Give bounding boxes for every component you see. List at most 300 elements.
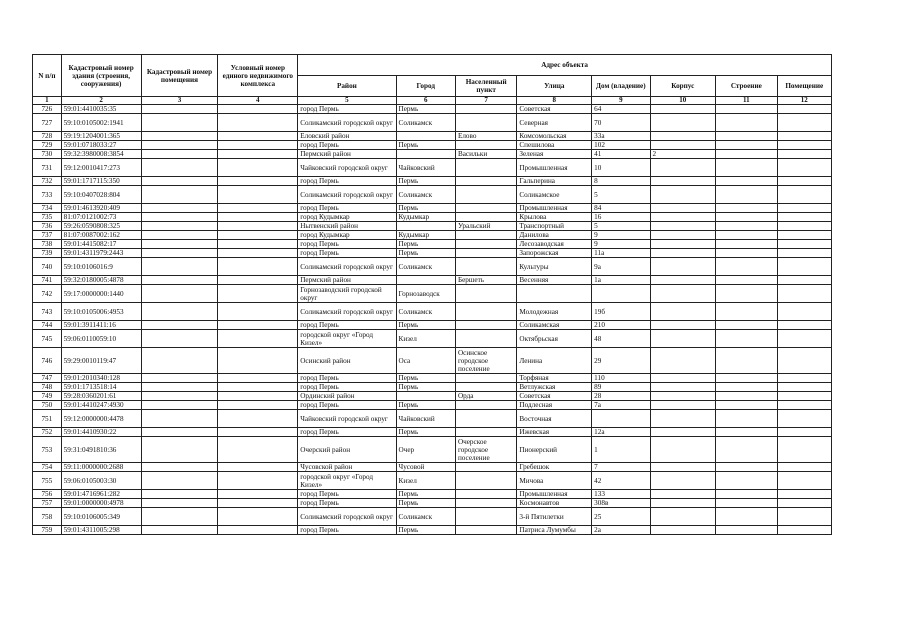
column-number: 3 (141, 97, 218, 105)
cell-city: Пермь (396, 141, 455, 150)
cell-premise-number (141, 141, 218, 150)
cell-city: Оса (396, 348, 455, 374)
cell-cadastral-number: 59:06:0105003:30 (61, 472, 141, 490)
cell-korpus (650, 383, 716, 392)
cell-building (716, 472, 777, 490)
cell-row-number: 756 (33, 490, 62, 499)
cell-settlement (455, 410, 516, 428)
cell-korpus (650, 303, 716, 321)
cell-room (777, 526, 831, 535)
cell-cadastral-number: 59:01:4311979:2443 (61, 249, 141, 258)
cell-premise-number (141, 177, 218, 186)
cell-settlement (455, 490, 516, 499)
cell-city: Кизел (396, 472, 455, 490)
cell-cadastral-number: 59:31:0491810:36 (61, 437, 141, 463)
cell-city: Пермь (396, 204, 455, 213)
cell-korpus (650, 374, 716, 383)
cell-unique-number (218, 526, 298, 535)
cell-room (777, 490, 831, 499)
cell-building (716, 240, 777, 249)
cell-settlement (455, 159, 516, 177)
table-row (33, 249, 832, 258)
table-row (33, 303, 832, 321)
header-street: Улица (517, 76, 592, 97)
cell-street: Северная (517, 114, 592, 132)
cell-row-number: 745 (33, 330, 62, 348)
cell-premise-number (141, 463, 218, 472)
cell-korpus (650, 213, 716, 222)
cell-row-number: 755 (33, 472, 62, 490)
table-row (33, 330, 832, 348)
cell-district: Осинский район (298, 348, 396, 374)
column-number: 2 (61, 97, 141, 105)
cell-building (716, 186, 777, 204)
cell-korpus: 2 (650, 150, 716, 159)
cell-house: 5 (592, 186, 650, 204)
table-row (33, 204, 832, 213)
cell-korpus (650, 472, 716, 490)
header-unique-complex: Условный номер единого недвижимого комплекса (218, 55, 298, 97)
cell-street: Советская (517, 392, 592, 401)
cell-building (716, 258, 777, 276)
cell-city: Пермь (396, 383, 455, 392)
cell-street: Космонавтов (517, 499, 592, 508)
cell-premise-number (141, 499, 218, 508)
cell-unique-number (218, 392, 298, 401)
cell-settlement (455, 428, 516, 437)
cell-room (777, 222, 831, 231)
cell-district: город Пермь (298, 249, 396, 258)
cell-house: 2а (592, 526, 650, 535)
cell-unique-number (218, 177, 298, 186)
column-number: 12 (777, 97, 831, 105)
cell-house: 28 (592, 392, 650, 401)
cell-district: город Пермь (298, 141, 396, 150)
cell-settlement (455, 472, 516, 490)
cell-korpus (650, 437, 716, 463)
cell-street: Промышленная (517, 204, 592, 213)
cell-premise-number (141, 392, 218, 401)
cell-settlement (455, 374, 516, 383)
cell-house: 12а (592, 428, 650, 437)
table-row (33, 392, 832, 401)
cell-settlement (455, 105, 516, 114)
cell-street: Зеленая (517, 150, 592, 159)
cell-house: 9а (592, 258, 650, 276)
cell-korpus (650, 410, 716, 428)
cell-district: Соликамский городской округ (298, 186, 396, 204)
cell-house: 102 (592, 141, 650, 150)
cell-district: Чайковский городской округ (298, 159, 396, 177)
cell-unique-number (218, 105, 298, 114)
cell-premise-number (141, 437, 218, 463)
cell-premise-number (141, 508, 218, 526)
cell-district: Соликамский городской округ (298, 508, 396, 526)
cell-korpus (650, 222, 716, 231)
cell-city (396, 276, 455, 285)
cell-premise-number (141, 276, 218, 285)
cell-city (396, 222, 455, 231)
column-number-row (33, 97, 832, 105)
cell-house: 133 (592, 490, 650, 499)
cell-house: 1а (592, 276, 650, 285)
cell-room (777, 437, 831, 463)
cell-settlement (455, 240, 516, 249)
column-number: 8 (517, 97, 592, 105)
cell-street: Спешилова (517, 141, 592, 150)
table-row (33, 437, 832, 463)
cell-korpus (650, 105, 716, 114)
cell-building (716, 437, 777, 463)
cell-korpus (650, 508, 716, 526)
cell-korpus (650, 186, 716, 204)
cell-street: Мичова (517, 472, 592, 490)
cell-city (396, 392, 455, 401)
column-number: 5 (298, 97, 396, 105)
cell-settlement: Уральский (455, 222, 516, 231)
cell-row-number: 746 (33, 348, 62, 374)
cell-korpus (650, 204, 716, 213)
table-row (33, 490, 832, 499)
cell-building (716, 159, 777, 177)
cell-premise-number (141, 285, 218, 303)
cell-row-number: 751 (33, 410, 62, 428)
cell-unique-number (218, 231, 298, 240)
cell-cadastral-number: 59:01:2010340:128 (61, 374, 141, 383)
cell-district: городской округ «Город Кизел» (298, 330, 396, 348)
cell-building (716, 231, 777, 240)
cell-room (777, 410, 831, 428)
cell-row-number: 741 (33, 276, 62, 285)
cell-district: город Пермь (298, 177, 396, 186)
cell-city: Очер (396, 437, 455, 463)
cell-city: Пермь (396, 105, 455, 114)
table-row (33, 258, 832, 276)
cell-building (716, 141, 777, 150)
cell-building (716, 150, 777, 159)
cell-city: Соликамск (396, 114, 455, 132)
cell-cadastral-number: 59:32:3980008:3854 (61, 150, 141, 159)
cell-row-number: 742 (33, 285, 62, 303)
cell-district: Соликамский городской округ (298, 303, 396, 321)
cell-house: 16 (592, 213, 650, 222)
table-row (33, 374, 832, 383)
cell-room (777, 249, 831, 258)
cell-premise-number (141, 150, 218, 159)
cell-house: 64 (592, 105, 650, 114)
cell-row-number: 739 (33, 249, 62, 258)
cell-unique-number (218, 132, 298, 141)
header-district: Район (298, 76, 396, 97)
cell-cadastral-number: 59:10:0105006:4953 (61, 303, 141, 321)
cell-house: 41 (592, 150, 650, 159)
cell-house: 33а (592, 132, 650, 141)
cell-building (716, 132, 777, 141)
cell-cadastral-number: 59:32:0180005:4878 (61, 276, 141, 285)
cell-city (396, 150, 455, 159)
cell-house: 1 (592, 437, 650, 463)
cell-premise-number (141, 472, 218, 490)
cell-street: Ленина (517, 348, 592, 374)
cell-premise-number (141, 383, 218, 392)
cell-unique-number (218, 204, 298, 213)
cell-room (777, 276, 831, 285)
cell-house: 29 (592, 348, 650, 374)
cell-district: город Кудымкар (298, 231, 396, 240)
cell-district: Соликамский городской округ (298, 114, 396, 132)
cell-room (777, 258, 831, 276)
cell-building (716, 105, 777, 114)
cell-settlement (455, 285, 516, 303)
table-row (33, 526, 832, 535)
cell-row-number: 754 (33, 463, 62, 472)
cell-cadastral-number: 59:01:3911411:16 (61, 321, 141, 330)
cell-premise-number (141, 303, 218, 321)
cell-cadastral-number: 59:01:4410247:4930 (61, 401, 141, 410)
column-number: 11 (716, 97, 777, 105)
cell-house (592, 410, 650, 428)
cell-street: Лесозаводская (517, 240, 592, 249)
cell-cadastral-number: 59:06:0110059:10 (61, 330, 141, 348)
cell-cadastral-number: 59:01:4613920:409 (61, 204, 141, 213)
cell-korpus (650, 258, 716, 276)
cell-unique-number (218, 321, 298, 330)
cell-city: Соликамск (396, 186, 455, 204)
table-row (33, 231, 832, 240)
cell-premise-number (141, 490, 218, 499)
cell-street: Транспортный (517, 222, 592, 231)
cell-district: город Пермь (298, 321, 396, 330)
cell-building (716, 276, 777, 285)
cell-unique-number (218, 472, 298, 490)
cell-premise-number (141, 186, 218, 204)
cell-street: Пионерский (517, 437, 592, 463)
cell-cadastral-number: 59:19:1204001:365 (61, 132, 141, 141)
cell-cadastral-number: 59:17:0000000:1440 (61, 285, 141, 303)
table-row (33, 499, 832, 508)
cell-building (716, 392, 777, 401)
cell-cadastral-number: 59:01:0718033:27 (61, 141, 141, 150)
cell-row-number: 759 (33, 526, 62, 535)
cell-street: 3-й Пятилетки (517, 508, 592, 526)
cell-premise-number (141, 213, 218, 222)
cell-district: Пермский район (298, 150, 396, 159)
cell-cadastral-number: 59:01:4311005:298 (61, 526, 141, 535)
cell-premise-number (141, 132, 218, 141)
cell-premise-number (141, 222, 218, 231)
cell-district: Соликамский городской округ (298, 258, 396, 276)
cell-cadastral-number: 59:01:0000000:4978 (61, 499, 141, 508)
document-page (32, 54, 832, 535)
cell-row-number: 733 (33, 186, 62, 204)
cell-row-number: 728 (33, 132, 62, 141)
cell-row-number: 757 (33, 499, 62, 508)
cell-street: Культуры (517, 258, 592, 276)
cell-settlement (455, 258, 516, 276)
cell-street: Ижевская (517, 428, 592, 437)
cell-cadastral-number: 59:12:0010417:273 (61, 159, 141, 177)
cell-premise-number (141, 330, 218, 348)
cell-district: город Пермь (298, 490, 396, 499)
cell-korpus (650, 159, 716, 177)
cell-district: город Кудымкар (298, 213, 396, 222)
table-row (33, 132, 832, 141)
table-row (33, 240, 832, 249)
cell-row-number: 737 (33, 231, 62, 240)
cell-house (592, 285, 650, 303)
cell-city: Горнозаводск (396, 285, 455, 303)
cell-unique-number (218, 490, 298, 499)
cell-room (777, 321, 831, 330)
cell-unique-number (218, 499, 298, 508)
cell-korpus (650, 114, 716, 132)
cell-row-number: 732 (33, 177, 62, 186)
cell-building (716, 249, 777, 258)
column-number: 9 (592, 97, 650, 105)
cell-unique-number (218, 240, 298, 249)
cell-unique-number (218, 401, 298, 410)
cell-room (777, 285, 831, 303)
cell-building (716, 177, 777, 186)
cell-room (777, 240, 831, 249)
cell-building (716, 114, 777, 132)
cell-street: Патриса Лумумбы (517, 526, 592, 535)
cell-unique-number (218, 410, 298, 428)
cell-unique-number (218, 285, 298, 303)
cell-row-number: 731 (33, 159, 62, 177)
cell-settlement: Осинское городское поселение (455, 348, 516, 374)
cell-unique-number (218, 159, 298, 177)
cell-street: Октябрьская (517, 330, 592, 348)
cell-district: Пермский район (298, 276, 396, 285)
cell-street: Ветлужская (517, 383, 592, 392)
cell-row-number: 729 (33, 141, 62, 150)
cell-cadastral-number: 59:01:4410930:22 (61, 428, 141, 437)
cell-street: Советская (517, 105, 592, 114)
cell-unique-number (218, 114, 298, 132)
cell-unique-number (218, 222, 298, 231)
cell-settlement (455, 141, 516, 150)
cell-settlement (455, 114, 516, 132)
cell-settlement (455, 463, 516, 472)
cell-settlement (455, 499, 516, 508)
cell-room (777, 141, 831, 150)
cell-house: 210 (592, 321, 650, 330)
cell-room (777, 428, 831, 437)
cell-unique-number (218, 276, 298, 285)
cell-unique-number (218, 348, 298, 374)
cell-cadastral-number: 59:11:0000000:2688 (61, 463, 141, 472)
cell-korpus (650, 348, 716, 374)
cell-settlement (455, 330, 516, 348)
cell-building (716, 321, 777, 330)
cell-street (517, 285, 592, 303)
cell-premise-number (141, 410, 218, 428)
cell-row-number: 748 (33, 383, 62, 392)
cell-korpus (650, 276, 716, 285)
cell-room (777, 213, 831, 222)
cell-building (716, 222, 777, 231)
cell-house: 308в (592, 499, 650, 508)
cell-street: Запорожская (517, 249, 592, 258)
table-row (33, 508, 832, 526)
cell-house: 25 (592, 508, 650, 526)
cell-district: Чайковский городской округ (298, 410, 396, 428)
cell-city: Пермь (396, 240, 455, 249)
cell-street: Соликамское (517, 186, 592, 204)
cell-building (716, 303, 777, 321)
cell-city: Кудымкар (396, 213, 455, 222)
table-row (33, 150, 832, 159)
cell-cadastral-number: 59:12:0000000:4478 (61, 410, 141, 428)
cell-settlement (455, 177, 516, 186)
cell-unique-number (218, 141, 298, 150)
cell-district: Еловский район (298, 132, 396, 141)
cell-room (777, 177, 831, 186)
cell-city: Чусовой (396, 463, 455, 472)
cell-premise-number (141, 401, 218, 410)
cell-cadastral-number: 59:10:0106005:349 (61, 508, 141, 526)
cell-cadastral-number: 59:01:4410035:35 (61, 105, 141, 114)
table-row (33, 276, 832, 285)
cell-room (777, 401, 831, 410)
cell-building (716, 410, 777, 428)
cell-room (777, 348, 831, 374)
cell-city: Пермь (396, 401, 455, 410)
cell-district: город Пермь (298, 383, 396, 392)
table-row (33, 177, 832, 186)
cell-street: Крылова (517, 213, 592, 222)
cell-building (716, 383, 777, 392)
table-row (33, 285, 832, 303)
cell-korpus (650, 132, 716, 141)
cell-korpus (650, 428, 716, 437)
cell-settlement (455, 204, 516, 213)
cell-settlement (455, 321, 516, 330)
cell-premise-number (141, 321, 218, 330)
cell-room (777, 231, 831, 240)
cell-row-number: 730 (33, 150, 62, 159)
cell-cadastral-number: 81:07:0087002:162 (61, 231, 141, 240)
cell-house: 89 (592, 383, 650, 392)
cell-room (777, 330, 831, 348)
cell-city: Чайковский (396, 410, 455, 428)
cell-city: Соликамск (396, 258, 455, 276)
header-korpus: Корпус (650, 76, 716, 97)
cell-street: Восточная (517, 410, 592, 428)
cell-premise-number (141, 204, 218, 213)
cell-building (716, 285, 777, 303)
cell-premise-number (141, 240, 218, 249)
cell-unique-number (218, 303, 298, 321)
cell-premise-number (141, 374, 218, 383)
cell-settlement: Васильки (455, 150, 516, 159)
cell-unique-number (218, 463, 298, 472)
cell-building (716, 213, 777, 222)
cell-building (716, 428, 777, 437)
cell-unique-number (218, 213, 298, 222)
cell-city: Чайковский (396, 159, 455, 177)
cell-row-number: 749 (33, 392, 62, 401)
cell-district: город Пермь (298, 428, 396, 437)
cell-korpus (650, 499, 716, 508)
cell-street: Гребешок (517, 463, 592, 472)
cell-unique-number (218, 428, 298, 437)
cell-city: Пермь (396, 177, 455, 186)
cell-district: город Пермь (298, 499, 396, 508)
cell-house: 9 (592, 240, 650, 249)
cell-row-number: 758 (33, 508, 62, 526)
